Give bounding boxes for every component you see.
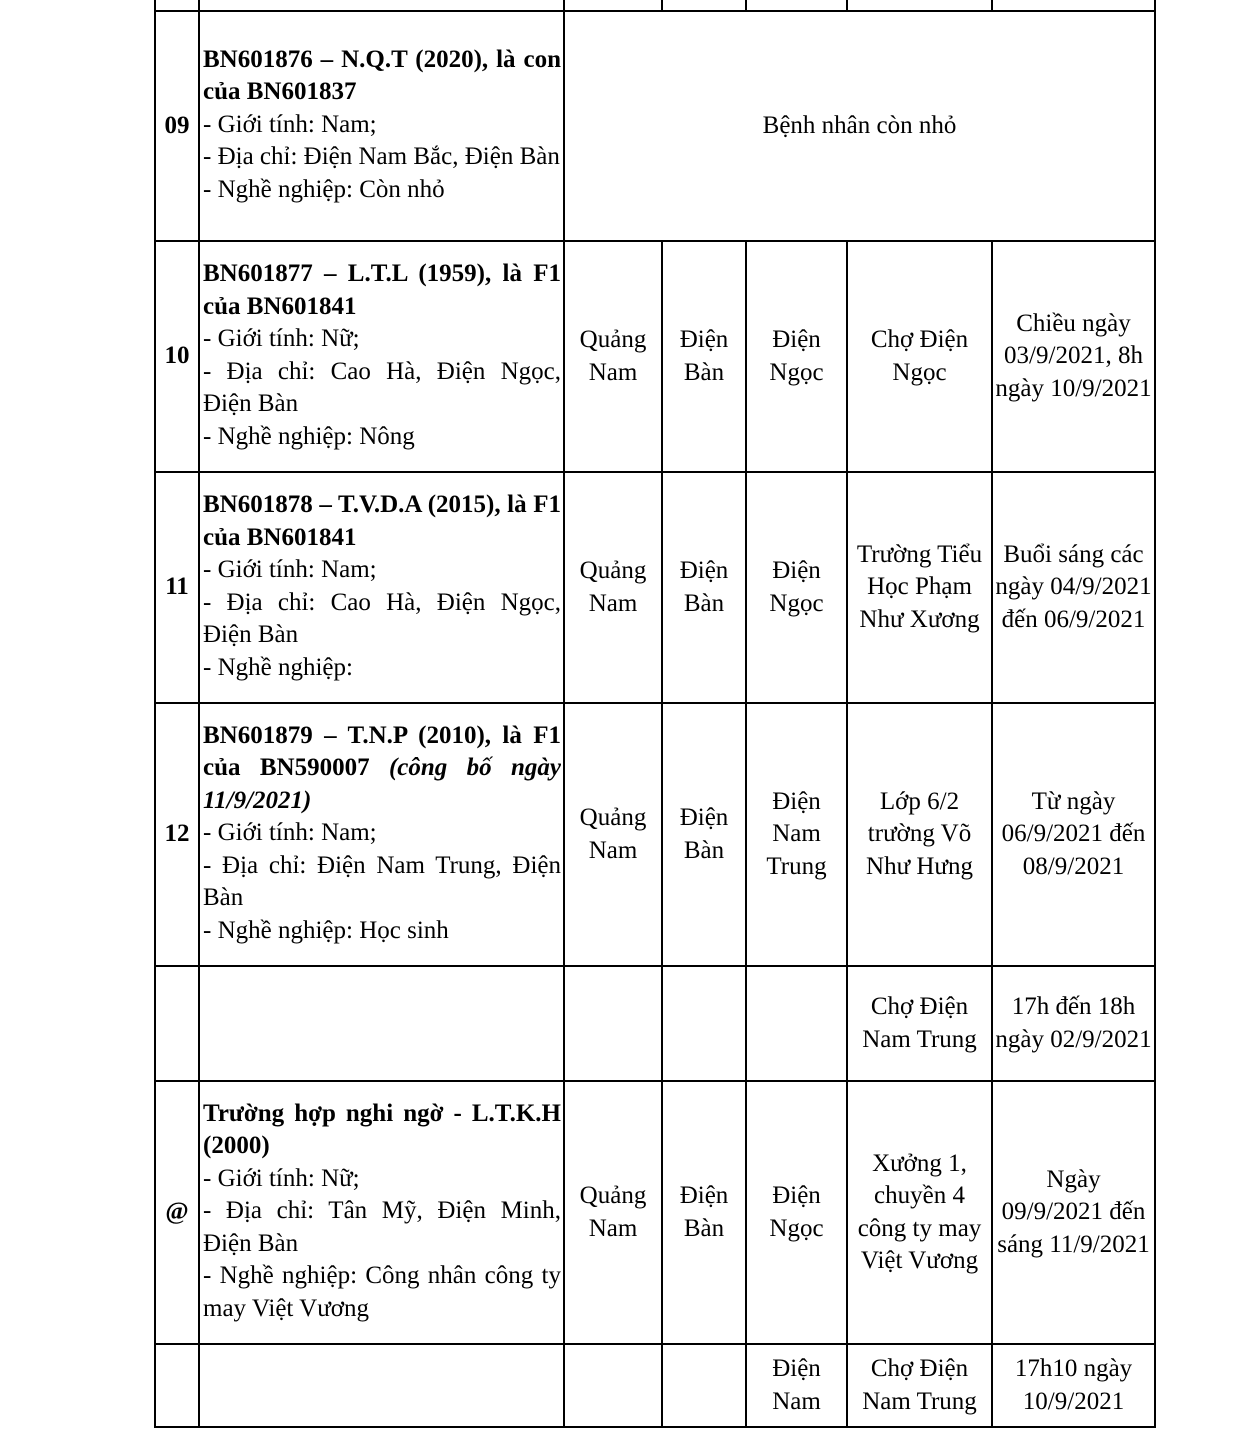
ward-cell: Điện Ngọc	[746, 241, 847, 472]
patient-job: - Nghề nghiệp: Công nhân công ty may Việt Vương	[203, 1262, 561, 1322]
patient-job: - Nghề nghiệp:	[203, 653, 353, 681]
time-cell: 17h10 ngày 10/9/2021	[992, 1344, 1155, 1427]
province-cell: Quảng Nam	[564, 1081, 662, 1344]
place-cell: Lớp 6/2 trường Võ Như Hưng	[847, 703, 992, 966]
patient-job: - Nghề nghiệp: Còn nhỏ	[203, 175, 445, 203]
patient-gender: - Giới tính: Nữ;	[203, 325, 360, 352]
patient-id: BN601878 – T.V.D.A (2015), là F1 của BN601841	[203, 491, 561, 551]
table-row	[155, 703, 1155, 966]
patient-address: - Địa chỉ: Cao Hà, Điện Ngọc, Điện Bàn	[203, 588, 561, 648]
time-cell: Buổi sáng các ngày 04/9/2021 đến 06/9/2021	[992, 472, 1155, 703]
ward-cell: Điện Ngọc	[746, 472, 847, 703]
row-number: 12	[155, 703, 199, 966]
ward-cell: Điện Nam	[746, 1344, 847, 1427]
place-cell: Chợ Điện Nam Trung	[847, 966, 992, 1081]
patient-info	[199, 1081, 564, 1344]
place-cell: Xưởng 1, chuyền 4 công ty may Việt Vương	[847, 1081, 992, 1344]
patient-address: - Địa chỉ: Tân Mỹ, Điện Minh, Điện Bàn	[203, 1197, 561, 1257]
patient-id-block	[203, 720, 561, 818]
patient-job: - Nghề nghiệp: Học sinh	[203, 916, 449, 944]
table-row-partial	[155, 0, 1155, 11]
patient-id: BN601879 – T.N.P (2010), là F1 của BN590007	[203, 721, 561, 782]
row-number: @	[155, 1081, 199, 1344]
table-row	[155, 241, 1155, 472]
ward-cell: Điện Ngọc	[746, 1081, 847, 1344]
district-cell: Điện Bàn	[662, 703, 746, 966]
table-row	[155, 11, 1155, 241]
patient-gender: - Giới tính: Nữ;	[203, 1164, 360, 1192]
time-cell: Chiều ngày 03/9/2021, 8h ngày 10/9/2021	[992, 241, 1155, 472]
district-cell: Điện Bàn	[662, 472, 746, 703]
table-row	[155, 1081, 1155, 1344]
publish-note: (công bố ngày 11/9/2021)	[203, 754, 561, 814]
province-cell: Quảng Nam	[564, 472, 662, 703]
patient-id: BN601876 – N.Q.T (2020), là con của BN601837	[203, 45, 561, 106]
time-cell: 17h đến 18h ngày 02/9/2021	[992, 966, 1155, 1081]
patient-job: - Nghề nghiệp: Nông	[203, 422, 415, 450]
table-row	[155, 1344, 1155, 1427]
time-cell: Ngày 09/9/2021 đến sáng 11/9/2021	[992, 1081, 1155, 1344]
patient-gender: - Giới tính: Nam;	[203, 819, 377, 847]
place-cell: Chợ Điện Ngọc	[847, 241, 992, 472]
patient-address: - Địa chỉ: Điện Nam Trung, Điện Bàn	[203, 851, 561, 912]
table-row	[155, 472, 1155, 703]
patient-info	[199, 472, 564, 703]
table-row	[155, 966, 1155, 1081]
time-cell: Từ ngày 06/9/2021 đến 08/9/2021	[992, 703, 1155, 966]
patient-info	[199, 241, 564, 472]
patient-info	[199, 703, 564, 966]
province-cell: Quảng Nam	[564, 703, 662, 966]
province-cell: Quảng Nam	[564, 241, 662, 472]
patient-id: BN601877 – L.T.L (1959), là F1 của BN601841	[203, 260, 561, 320]
place-cell: Chợ Điện Nam Trung	[847, 1344, 992, 1427]
patient-address: - Địa chỉ: Cao Hà, Điện Ngọc, Điện Bàn	[203, 357, 561, 417]
row-number: 09	[155, 11, 199, 241]
row-number: 10	[155, 241, 199, 472]
patient-id: Trường hợp nghi ngờ - L.T.K.H (2000)	[203, 1099, 561, 1160]
case-table	[154, 0, 1156, 1428]
merged-note: Bệnh nhân còn nhỏ	[564, 11, 1155, 241]
place-cell: Trường Tiểu Học Phạm Như Xương	[847, 472, 992, 703]
patient-address: - Địa chỉ: Điện Nam Bắc, Điện Bàn	[203, 143, 560, 171]
district-cell: Điện Bàn	[662, 241, 746, 472]
patient-info	[199, 11, 564, 241]
district-cell: Điện Bàn	[662, 1081, 746, 1344]
patient-gender: - Giới tính: Nam;	[203, 556, 377, 583]
row-number: 11	[155, 472, 199, 703]
patient-gender: - Giới tính: Nam;	[203, 110, 377, 138]
ward-cell: Điện Nam Trung	[746, 703, 847, 966]
